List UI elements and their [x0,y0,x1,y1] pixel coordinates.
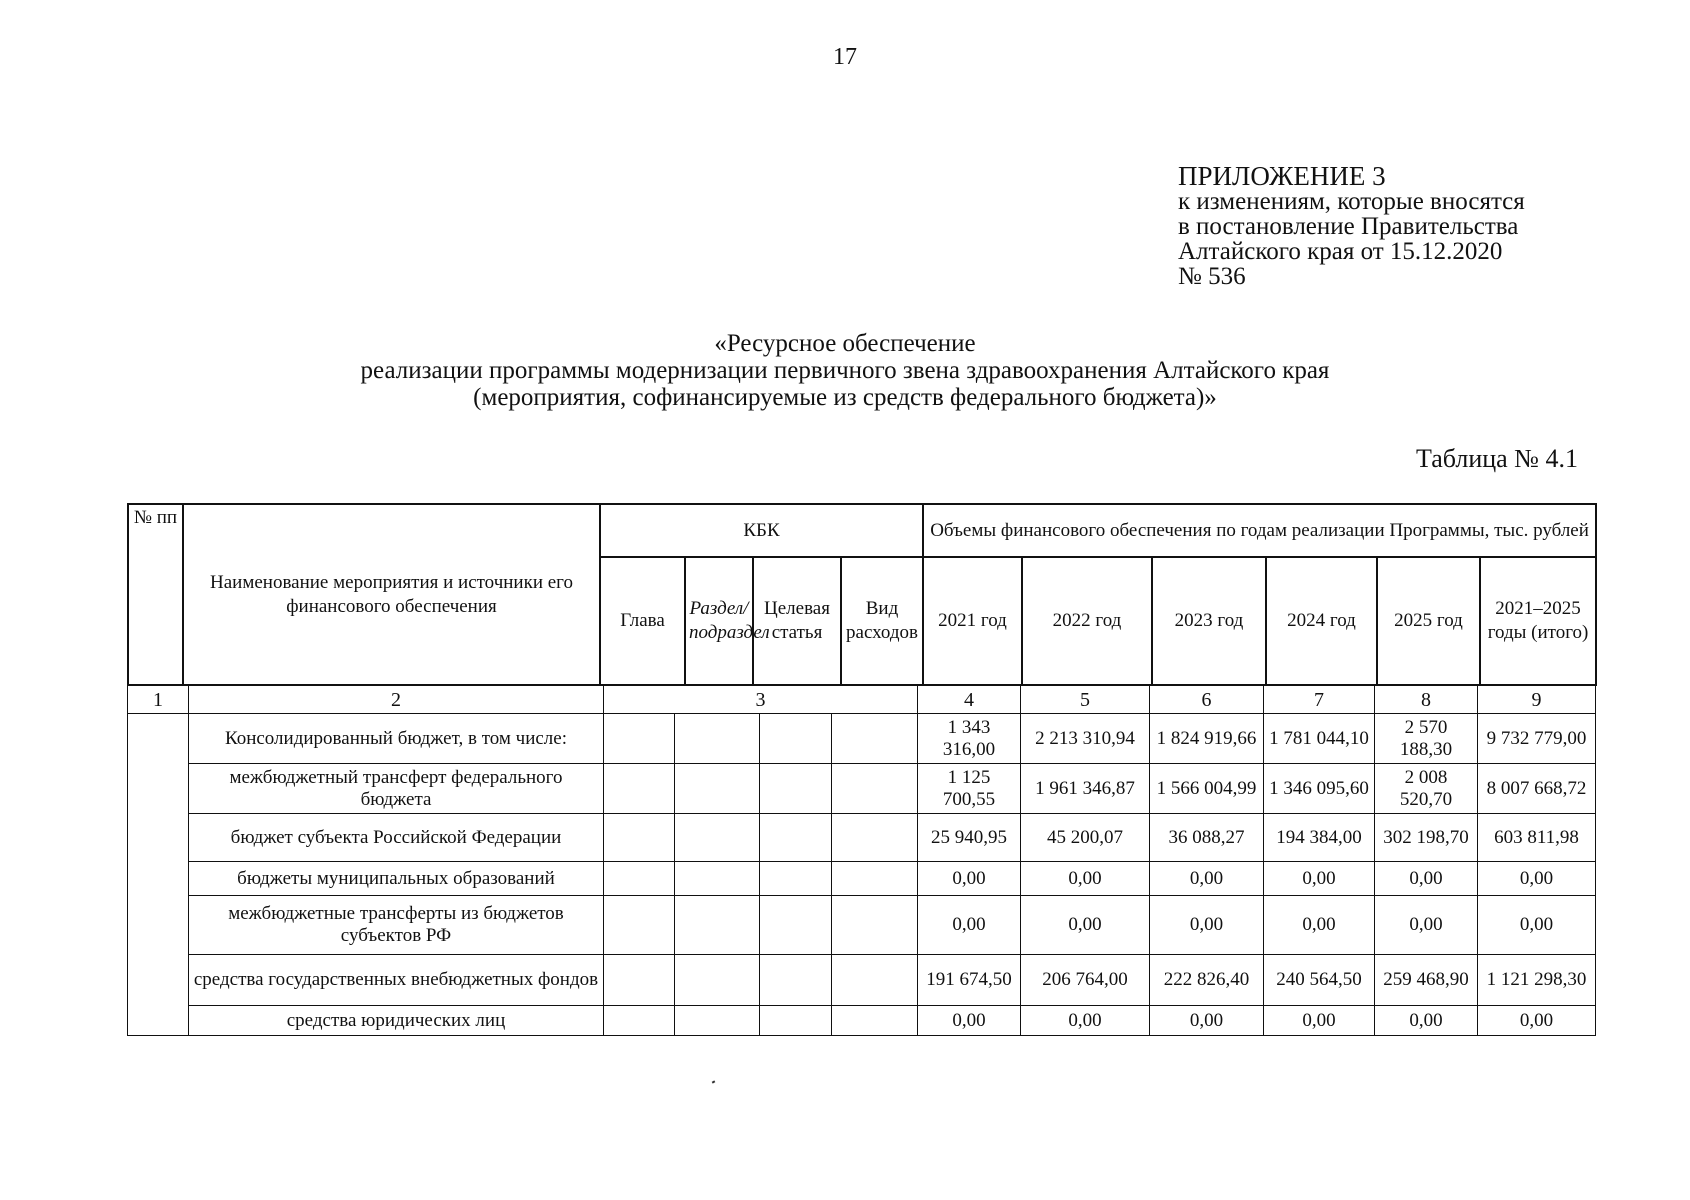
header-volumes: Объемы финансового обеспечения по годам реализации Программы, тыс. рублей [923,504,1596,557]
header-year-total: 2021–2025 годы (итого) [1480,557,1596,685]
value-cell: 1 125 700,55 [918,764,1021,814]
value-cell: 0,00 [1264,896,1375,955]
column-number: 7 [1264,686,1375,714]
kbk-cell [604,1006,675,1036]
kbk-cell [760,1006,832,1036]
value-cell: 2 008 520,70 [1375,764,1478,814]
value-cell: 8 007 668,72 [1478,764,1596,814]
document-title-line: «Ресурсное обеспечение [714,330,976,357]
table-row [128,955,1596,1006]
value-cell: 2 570 188,30 [1375,714,1478,764]
value-cell: 259 468,90 [1375,955,1478,1006]
table-row [128,714,1596,764]
table-row [128,814,1596,862]
header-year-2025: 2025 год [1377,557,1480,685]
value-cell: 2 213 310,94 [1021,714,1150,764]
header-kbk-statya: Целевая статья [753,557,841,685]
row-name: бюджеты муниципальных образований [189,862,604,896]
header-no: № пп [128,504,183,685]
value-cell: 0,00 [1150,896,1264,955]
document-title [200,330,1490,411]
row-name: бюджет субъекта Российской Федерации [189,814,604,862]
header-year-2024: 2024 год [1266,557,1377,685]
value-cell: 0,00 [1375,862,1478,896]
row-name: межбюджетные трансферты из бюджетов субъектов РФ [189,896,604,955]
column-number: 9 [1478,686,1596,714]
value-cell: 0,00 [1021,896,1150,955]
kbk-cell [832,714,918,764]
value-cell: 603 811,98 [1478,814,1596,862]
value-cell: 0,00 [1150,862,1264,896]
scan-speck [712,1080,716,1083]
table-body [127,685,1596,1036]
appendix-line: в постановление Правительства [1178,213,1519,240]
column-number: 8 [1375,686,1478,714]
header-name: Наименование мероприятия и источники его финансового обеспечения [183,504,600,685]
kbk-cell [604,862,675,896]
document-title-line: (мероприятия, софинансируемые из средств федерального бюджета)» [473,384,1217,411]
kbk-cell [760,764,832,814]
column-number: 6 [1150,686,1264,714]
kbk-cell [604,814,675,862]
kbk-cell [675,714,760,764]
value-cell: 191 674,50 [918,955,1021,1006]
value-cell: 1 121 298,30 [1478,955,1596,1006]
value-cell: 25 940,95 [918,814,1021,862]
header-kbk-glava: Глава [600,557,685,685]
value-cell: 36 088,27 [1150,814,1264,862]
header-year-2021: 2021 год [923,557,1022,685]
kbk-cell [760,862,832,896]
table-row [128,896,1596,955]
kbk-cell [760,955,832,1006]
value-cell: 1 781 044,10 [1264,714,1375,764]
value-cell: 0,00 [918,862,1021,896]
value-cell: 0,00 [918,896,1021,955]
column-number: 3 [604,686,918,714]
value-cell: 0,00 [1264,1006,1375,1036]
column-number: 4 [918,686,1021,714]
table-header [127,503,1597,686]
appendix-block [1178,161,1598,290]
value-cell: 0,00 [1375,1006,1478,1036]
value-cell: 1 346 095,60 [1264,764,1375,814]
kbk-cell [832,955,918,1006]
table-row [128,1006,1596,1036]
value-cell: 45 200,07 [1021,814,1150,862]
column-number: 2 [189,686,604,714]
kbk-cell [832,1006,918,1036]
appendix-line: № 536 [1178,263,1246,290]
appendix-line: к изменениям, которые вносятся [1178,188,1525,215]
kbk-cell [675,814,760,862]
value-cell: 0,00 [1021,1006,1150,1036]
appendix-title: ПРИЛОЖЕНИЕ 3 [1178,161,1386,191]
header-year-2022: 2022 год [1022,557,1152,685]
appendix-line: Алтайского края от 15.12.2020 [1178,238,1503,265]
value-cell: 0,00 [918,1006,1021,1036]
kbk-cell [760,814,832,862]
table-row [128,764,1596,814]
value-cell: 1 961 346,87 [1021,764,1150,814]
value-cell: 0,00 [1264,862,1375,896]
row-name: средства юридических лиц [189,1006,604,1036]
page-number: 17 [833,44,857,70]
kbk-cell [832,814,918,862]
value-cell: 0,00 [1150,1006,1264,1036]
row-name: средства государственных внебюджетных фондов [189,955,604,1006]
kbk-cell [675,862,760,896]
kbk-cell [604,714,675,764]
row-name: межбюджетный трансферт федерального бюджета [189,764,604,814]
kbk-cell [604,764,675,814]
table-row [128,862,1596,896]
kbk-cell [675,896,760,955]
column-number: 1 [128,686,189,714]
value-cell: 194 384,00 [1264,814,1375,862]
kbk-cell [832,764,918,814]
value-cell: 206 764,00 [1021,955,1150,1006]
document-title-line: реализации программы модернизации первичного звена здравоохранения Алтайского края [360,357,1330,384]
column-number-row [128,686,1596,714]
header-kbk-razdel: Раздел/ подраздел [685,557,753,685]
kbk-cell [832,862,918,896]
value-cell: 9 732 779,00 [1478,714,1596,764]
value-cell: 1 343 316,00 [918,714,1021,764]
header-year-2023: 2023 год [1152,557,1266,685]
row-name: Консолидированный бюджет, в том числе: [189,714,604,764]
kbk-cell [675,764,760,814]
value-cell: 0,00 [1478,862,1596,896]
no-cell [128,714,189,1036]
table-number: Таблица № 4.1 [1415,444,1578,473]
value-cell: 0,00 [1021,862,1150,896]
value-cell: 0,00 [1375,896,1478,955]
value-cell: 0,00 [1478,1006,1596,1036]
value-cell: 240 564,50 [1264,955,1375,1006]
kbk-cell [604,955,675,1006]
value-cell: 1 566 004,99 [1150,764,1264,814]
kbk-cell [760,896,832,955]
header-kbk: КБК [600,504,923,557]
kbk-cell [675,1006,760,1036]
header-kbk-vid: Вид расходов [841,557,923,685]
value-cell: 222 826,40 [1150,955,1264,1006]
kbk-cell [604,896,675,955]
kbk-cell [675,955,760,1006]
value-cell: 0,00 [1478,896,1596,955]
kbk-cell [832,896,918,955]
value-cell: 302 198,70 [1375,814,1478,862]
kbk-cell [760,714,832,764]
column-number: 5 [1021,686,1150,714]
value-cell: 1 824 919,66 [1150,714,1264,764]
